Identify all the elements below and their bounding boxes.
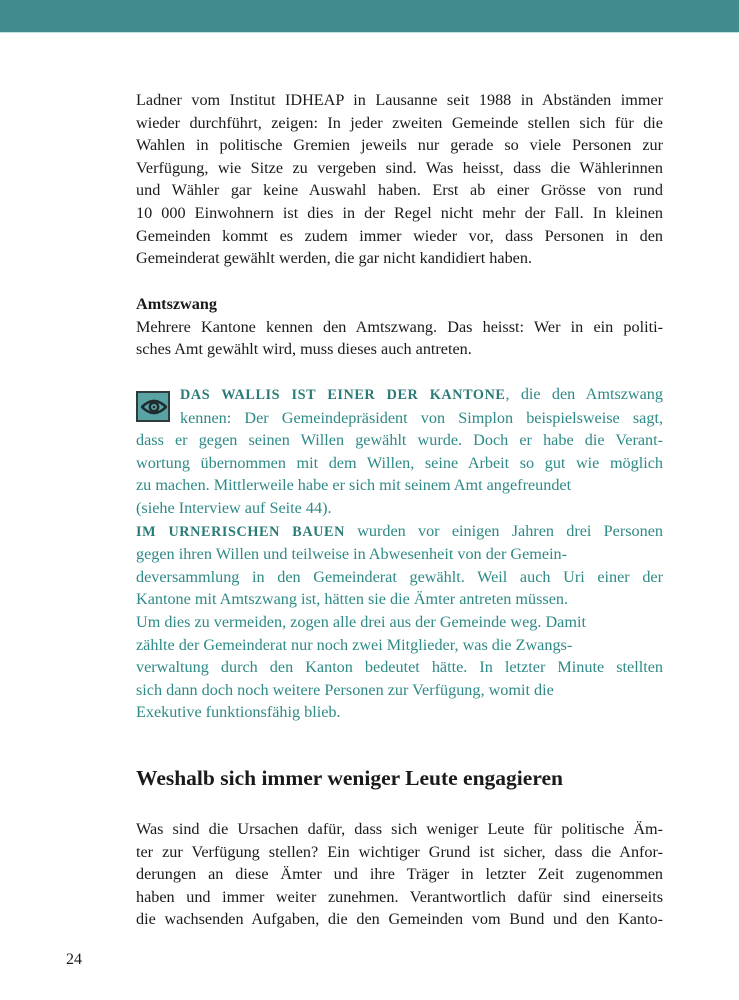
lead-caps: DAS WALLIS IST EINER DER KANTONE	[180, 387, 506, 403]
text-line: Verfügung, wie Sitze zu vergeben sind. Was heisst, dass die Wählerinnen	[136, 158, 663, 177]
info-box-text	[136, 383, 663, 724]
text-line: zu machen. Mittlerweile habe er sich mit seinem Amt angefreundet	[136, 476, 572, 495]
text-line: dass er gegen seinen Willen gewählt wurde. Doch er habe die Verant-	[136, 431, 663, 450]
text-line: sches Amt gewählt wird, muss dieses auch antreten.	[136, 340, 472, 359]
intro-paragraph	[136, 89, 663, 270]
amtszwang-section	[136, 293, 663, 361]
text-line: zählte der Gemeinderat nur noch zwei Mitglieder, was die Zwangs-	[136, 635, 573, 654]
text-line: 10 000 Einwohnern ist dies in der Regel nicht mehr der Fall. In kleinen	[136, 203, 663, 222]
text-line: Mehrere Kantone kennen den Amtszwang. Das heisst: Wer in ein politi-	[136, 317, 663, 336]
header-bar-rule	[0, 32, 739, 33]
text-line: Gemeinderat gewählt werden, die gar nicht kandidiert haben.	[136, 249, 532, 268]
text-line: Ladner vom Institut IDHEAP in Lausanne seit 1988 in Abständen immer	[136, 91, 663, 109]
text-fragment: , die den Amtszwang	[505, 385, 663, 403]
text-line: Wahlen in politische Gremien jeweils nur gerade so viele Personen zur	[136, 136, 663, 155]
text-line: (siehe Interview auf Seite 44).	[136, 498, 332, 517]
text-line: kennen: Der Gemeindepräsident von Simplon beispielsweise sagt,	[180, 408, 663, 427]
text-fragment: wurden vor einigen Jahren drei Personen	[344, 521, 663, 540]
text-line	[136, 520, 663, 544]
text-line: Um dies zu vermeiden, zogen alle drei aus der Gemeinde weg. Damit	[136, 612, 586, 631]
text-line: und Wähler gar keine Auswahl haben. Erst ab einer Grösse von rund	[136, 181, 663, 200]
text-line: Gemeinden kommt es zudem immer wieder vor, dass Personen in den	[136, 226, 663, 245]
text-line: verwaltung durch den Kanton bedeutet hätte. In letzter Minute stellten	[136, 658, 663, 677]
text-line: die wachsenden Aufgaben, die den Gemeinden vom Bund und den Kanto-	[136, 910, 663, 929]
text-line: deversammlung in den Gemeinderat gewählt. Weil auch Uri einer der	[136, 567, 663, 586]
text-line: gegen ihren Willen und teilweise in Abwesenheit von der Gemein-	[136, 545, 568, 564]
lead-caps: IM URNERISCHEN BAUEN	[136, 523, 345, 540]
text-line: sich dann doch noch weitere Personen zur Verfügung, womit die	[136, 680, 554, 699]
text-line	[136, 383, 663, 407]
page-number: 24	[66, 951, 82, 968]
text-line: wortung übernommen mit dem Willen, seine Arbeit so gut wie möglich	[136, 453, 663, 472]
text-line: Exekutive funktionsfähig blieb.	[136, 703, 341, 722]
text-line: Kantone mit Amtszwang ist, hätten sie die Ämter antreten müssen.	[136, 590, 569, 609]
text-line: ter zur Verfügung stellen? Ein wichtiger Grund ist sicher, dass die Anfor-	[136, 842, 663, 861]
text-line: Was sind die Ursachen dafür, dass sich weniger Leute für politische Äm-	[136, 820, 663, 838]
section-paragraph	[136, 818, 663, 931]
subheading: Amtszwang	[136, 295, 217, 313]
header-bar	[0, 0, 739, 32]
text-line: haben und immer weiter zunehmen. Verantwortlich dafür sind einerseits	[136, 887, 663, 906]
text-line: derungen an diese Ämter und ihre Träger in letzter Zeit zugenommen	[136, 865, 663, 884]
text-line: wieder durchführt, zeigen: In jeder zweiten Gemeinde stellen sich für die	[136, 113, 663, 132]
section-heading: Weshalb sich immer weniger Leute engagieren	[136, 766, 563, 790]
